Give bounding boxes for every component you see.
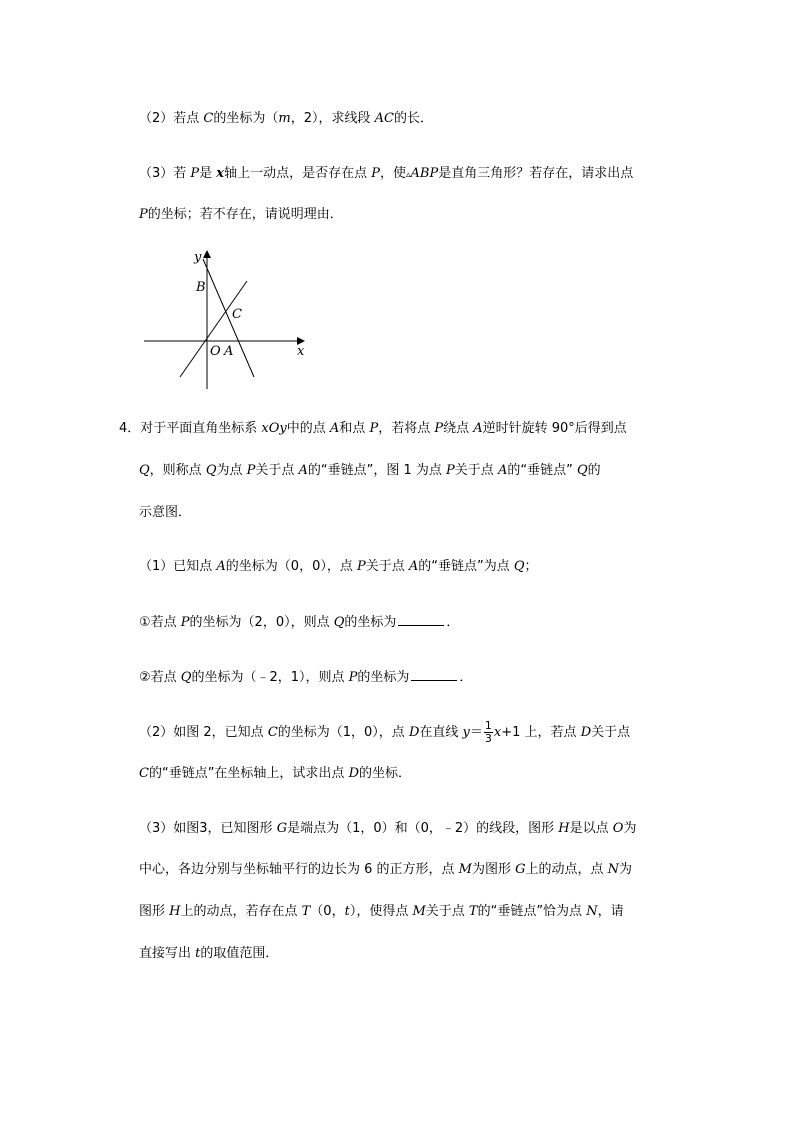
label-c: C xyxy=(232,307,242,322)
answer-blank[interactable] xyxy=(411,669,457,681)
q4-intro-line2: Q，则称点 Q为点 P关于点 A的“垂链点”，图 1 为点 P关于点 A的“垂链点” Q的 xyxy=(139,463,601,478)
q4-part2-line1: （2）如图 2，已知点 C的坐标为（1，0），点 D在直线 y＝ $\frac{1}{3}$ x+1 上，若点 D关于点 xyxy=(139,719,631,745)
q3-part3-line2: P的坐标；若不存在，请说明理由． xyxy=(139,207,343,222)
q4-intro-line3: 示意图． xyxy=(139,505,192,520)
q4-part1-i: ①若点 P的坐标为（2，0），则点 Q的坐标为 ． xyxy=(139,615,460,630)
q4-part3-line2: 中心，各边分别与坐标轴平行的边长为 6 的正方形，点 M为图形 G上的动点，点 N为 xyxy=(139,862,633,877)
q4-intro-line1: 4．对于平面直角坐标系 xOy中的点 A和点 P，若将点 P绕点 A逆时针旋转 90°后得到点 xyxy=(119,421,627,436)
line-oc xyxy=(180,281,247,377)
fraction-one-third: $\frac{1}{3}$ xyxy=(484,719,492,745)
q4-part1: （1）已知点 A的坐标为（0，0），点 P关于点 A的“垂链点”为点 Q； xyxy=(139,559,538,574)
label-o: O xyxy=(210,344,221,359)
label-x: x xyxy=(297,344,305,359)
answer-blank[interactable] xyxy=(398,614,444,626)
q4-part1-ii: ②若点 Q的坐标为（﹣2，1），则点 P的坐标为 ． xyxy=(139,670,473,685)
q3-part3-line1: （3）若 P是 x轴上一动点，是否存在点 P，使▵ABP是直角三角形？若存在，请求出点 xyxy=(139,166,634,181)
q4-part2-line2: C的“垂链点”在坐标轴上，试求出点 D的坐标． xyxy=(139,766,412,781)
line-ab xyxy=(203,259,254,377)
q4-part3-line3: 图形 H上的动点，若存在点 T（0，t），使得点 M关于点 T的“垂链点”恰为点 N，请 xyxy=(139,904,624,919)
q4-part3-line1: （3）如图3，已知图形 G是端点为（1，0）和（0，﹣2）的线段，图形 H是以点 O为 xyxy=(139,821,637,836)
label-b: B xyxy=(196,280,206,295)
label-y: y xyxy=(194,250,202,265)
q3-figure xyxy=(140,245,315,395)
q4-part3-line4: 直接写出 t的取值范围． xyxy=(139,946,279,961)
q3-part2: （2）若点 C的坐标为（m，2），求线段 AC的长． xyxy=(139,111,433,126)
label-a: A xyxy=(224,344,234,359)
